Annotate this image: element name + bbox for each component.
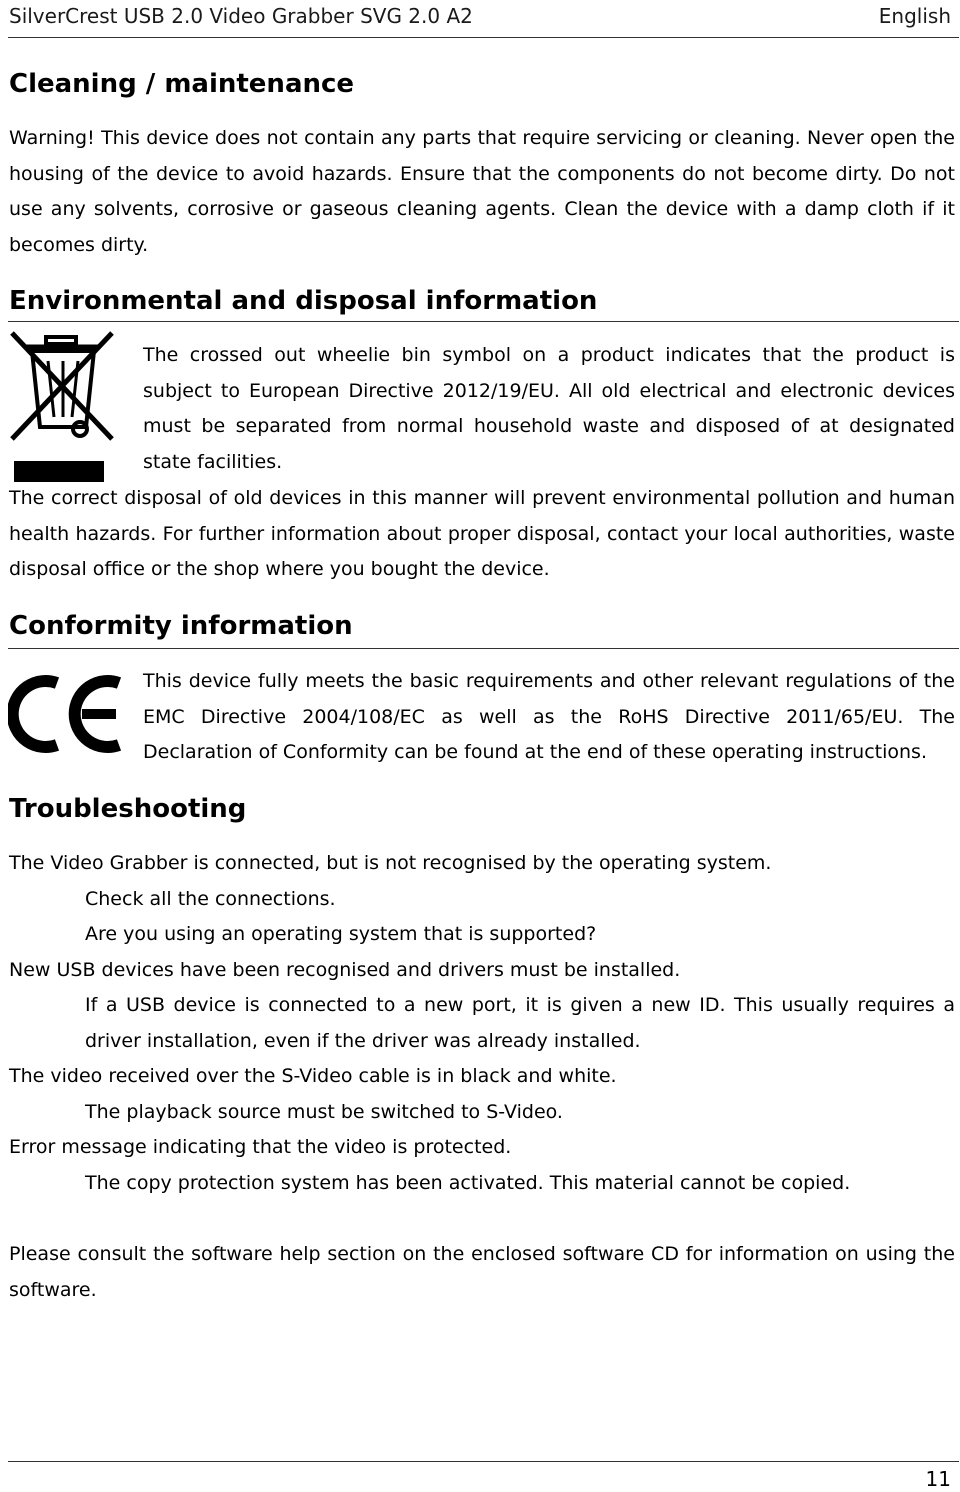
troubleshooting-problem: New USB devices have been recognised and drivers must be installed. bbox=[9, 959, 681, 981]
environmental-text-2: The correct disposal of old devices in this manner will prevent environmental pollution and human health hazards. For further information about proper disposal, contact your local authorities, waste disposal office or the shop where you bought the device. bbox=[9, 487, 955, 581]
page-number: 11 bbox=[925, 1467, 951, 1491]
document-header-language: English bbox=[878, 4, 951, 28]
troubleshooting-solution: Check all the connections. bbox=[85, 888, 336, 910]
conformity-heading-rule bbox=[8, 648, 959, 649]
document-header-title: SilverCrest USB 2.0 Video Grabber SVG 2.0 A2 bbox=[9, 4, 473, 28]
troubleshooting-problem: Error message indicating that the video is protected. bbox=[9, 1136, 512, 1158]
ce-mark-icon bbox=[8, 671, 128, 757]
troubleshooting-solution: Are you using an operating system that is supported? bbox=[85, 923, 597, 945]
environmental-heading: Environmental and disposal information bbox=[9, 286, 598, 316]
header-divider bbox=[8, 37, 959, 38]
conformity-text: This device fully meets the basic requirements and other relevant regulations of the EMC Directive 2004/108/EC as well as the RoHS Directive 2011/65/EU. The Declaration of Conformity can be found at the end of these operating instructions. bbox=[143, 670, 955, 764]
environmental-heading-rule bbox=[8, 321, 959, 322]
troubleshooting-solution: If a USB device is connected to a new port, it is given a new ID. This usually requires a driver installation, even if the driver was already installed. bbox=[85, 994, 955, 1052]
troubleshooting-heading: Troubleshooting bbox=[9, 794, 247, 824]
conformity-heading: Conformity information bbox=[9, 611, 353, 641]
troubleshooting-solution: The copy protection system has been activated. This material cannot be copied. bbox=[85, 1172, 851, 1194]
troubleshooting-problem: The Video Grabber is connected, but is not recognised by the operating system. bbox=[9, 852, 772, 874]
troubleshooting-problem: The video received over the S-Video cable is in black and white. bbox=[9, 1065, 617, 1087]
environmental-text-1: The crossed out wheelie bin symbol on a product indicates that the product is subject to European Directive 2012/19/EU. All old electrical and electronic devices must be separated from normal household waste and disposed of at designated state facilities. bbox=[143, 344, 955, 473]
cleaning-text: Warning! This device does not contain any parts that require servicing or cleaning. Never open the housing of the device to avoid hazards. Ensure that the components do not become dirty. Do not use any solvents, corrosive or gaseous cleaning agents. Clean the device with a damp cloth if it becomes dirty. bbox=[9, 127, 955, 256]
software-help-note: Please consult the software help section on the enclosed software CD for information on using the software. bbox=[9, 1243, 955, 1301]
cleaning-heading: Cleaning / maintenance bbox=[9, 69, 355, 99]
troubleshooting-solution: The playback source must be switched to S-Video. bbox=[85, 1101, 563, 1123]
footer-divider bbox=[8, 1461, 959, 1462]
crossed-out-wheelie-bin-icon bbox=[8, 327, 118, 485]
